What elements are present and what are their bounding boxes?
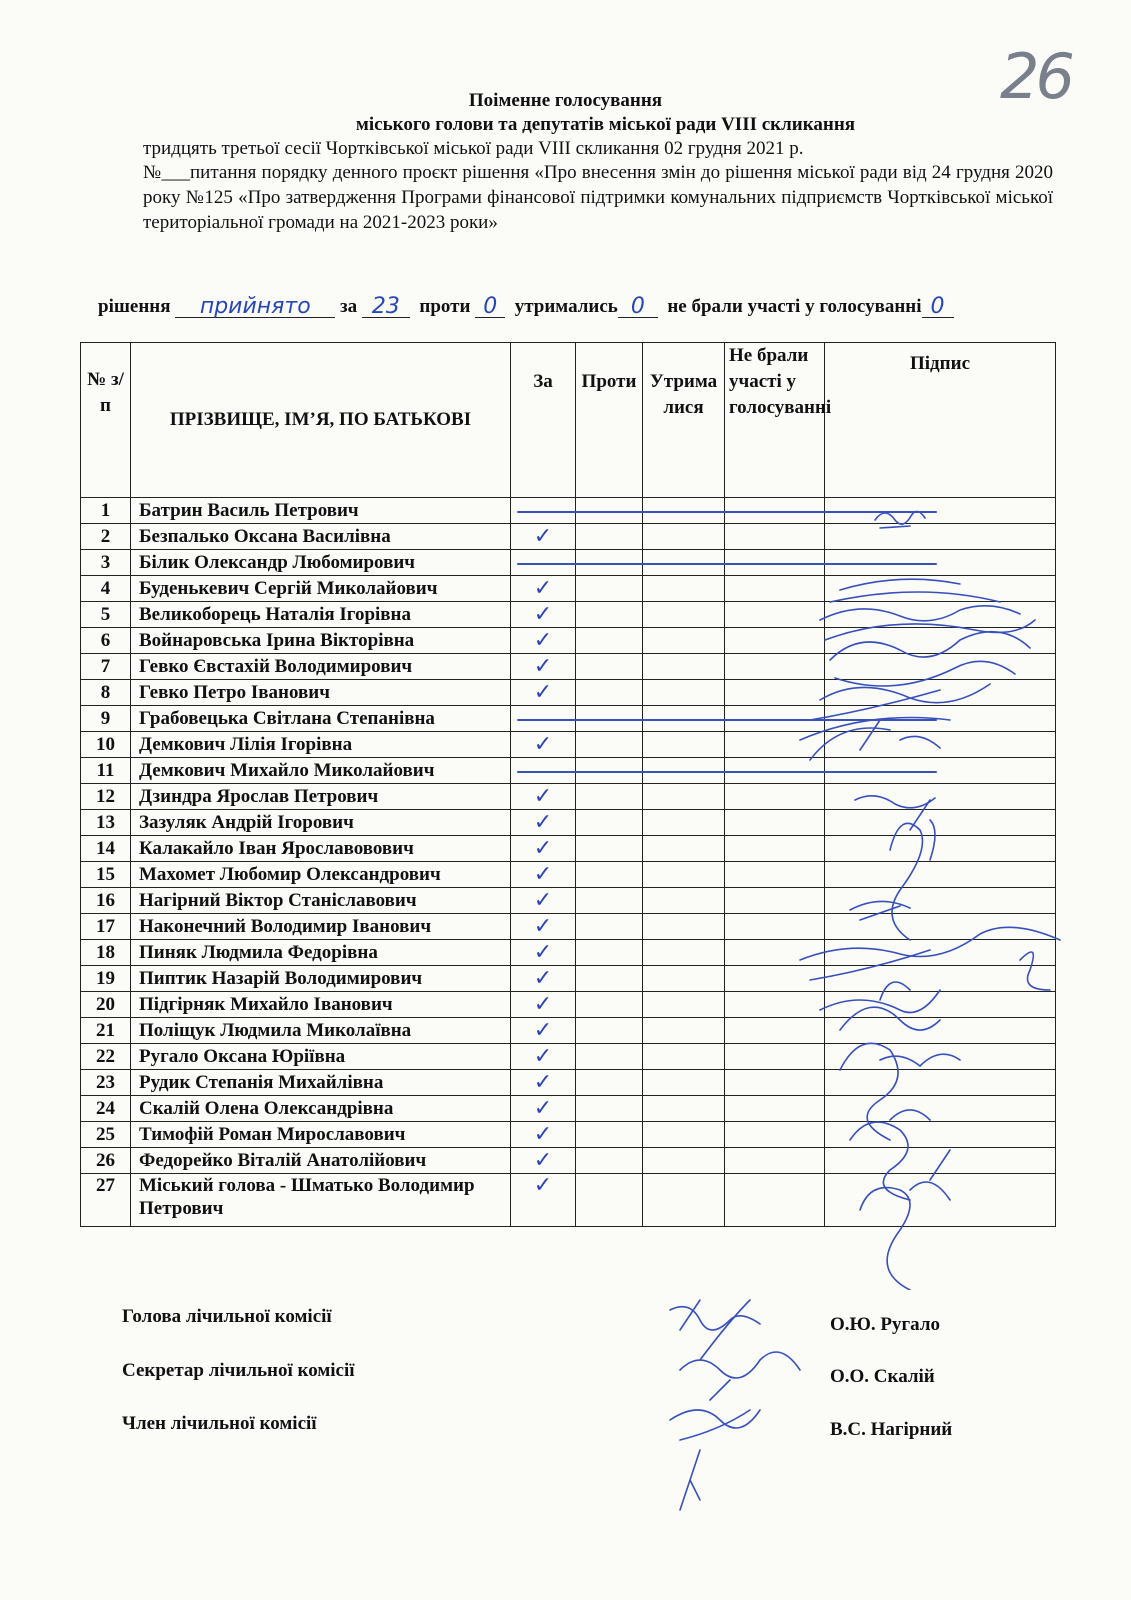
cell-name: Нагірний Віктор Станіславович (131, 888, 511, 914)
cell-name: Федорейко Віталій Анатолійович (131, 1148, 511, 1174)
vote-check-icon: ✓ (533, 1096, 553, 1121)
cell-for (511, 1122, 576, 1148)
cell-for (511, 1096, 576, 1122)
cell-against (576, 992, 643, 1018)
cell-abstained (643, 810, 725, 836)
cell-for (511, 810, 576, 836)
cell-for (511, 1018, 576, 1044)
cell-against (576, 680, 643, 706)
cell-num: 11 (81, 758, 131, 784)
cell-abstained (643, 602, 725, 628)
for-label: за (340, 296, 358, 317)
cell-against (576, 628, 643, 654)
cell-for (511, 602, 576, 628)
cell-abstained (643, 862, 725, 888)
cell-for (511, 524, 576, 550)
not-voted-label: не брали участі у голосуванні (667, 296, 922, 317)
cell-num: 2 (81, 524, 131, 550)
cell-for (511, 1174, 576, 1227)
vote-check-icon: ✓ (533, 940, 553, 965)
vote-check-icon: ✓ (533, 576, 553, 601)
cell-against (576, 914, 643, 940)
vote-check-icon: ✓ (533, 784, 553, 809)
cell-for (511, 1044, 576, 1070)
cell-for (511, 862, 576, 888)
cell-against (576, 1044, 643, 1070)
cell-num: 19 (81, 966, 131, 992)
cell-against (576, 810, 643, 836)
decision-summary (98, 296, 1058, 318)
cell-name: Демкович Лілія Ігорівна (131, 732, 511, 758)
vote-check-icon: ✓ (533, 1070, 553, 1095)
cell-against (576, 1148, 643, 1174)
abstained-label: утримались (514, 296, 618, 317)
cell-num: 27 (81, 1174, 131, 1227)
cell-for (511, 1148, 576, 1174)
decision-label: рішення (98, 296, 171, 317)
cell-abstained (643, 992, 725, 1018)
cell-num: 12 (81, 784, 131, 810)
cell-abstained (643, 654, 725, 680)
cell-against (576, 732, 643, 758)
cell-against (576, 602, 643, 628)
cell-name: Підгірняк Михайло Іванович (131, 992, 511, 1018)
member-name: В.С. Нагірний (830, 1419, 953, 1440)
header-num: № з/п (81, 343, 131, 498)
cell-abstained (643, 576, 725, 602)
cell-against (576, 1174, 643, 1227)
table-header (81, 343, 1056, 498)
cell-against (576, 1096, 643, 1122)
vote-check-icon: ✓ (533, 628, 553, 653)
absent-strike-line (517, 511, 937, 513)
decision-result: прийнято (175, 297, 335, 318)
cell-name: Пиняк Людмила Федорівна (131, 940, 511, 966)
vote-check-icon: ✓ (533, 680, 553, 705)
vote-check-icon: ✓ (533, 888, 553, 913)
cell-num: 26 (81, 1148, 131, 1174)
cell-for (511, 836, 576, 862)
absent-strike-line (517, 563, 937, 565)
cell-num: 10 (81, 732, 131, 758)
cell-abstained (643, 1018, 725, 1044)
secretary-label: Секретар лічильної комісії (122, 1360, 355, 1381)
cell-abstained (643, 680, 725, 706)
document-subtitle: міського голови та депутатів міської ради VIII скликання (355, 114, 856, 135)
cell-num: 15 (81, 862, 131, 888)
vote-check-icon: ✓ (533, 810, 553, 835)
vote-check-icon: ✓ (533, 524, 553, 549)
cell-abstained (643, 914, 725, 940)
cell-num: 6 (81, 628, 131, 654)
cell-against (576, 862, 643, 888)
not-voted-count: 0 (922, 297, 954, 318)
session-line: тридцять третьої сесії Чортківської міської ради VIII скликання 02 грудня 2021 р. (143, 138, 804, 159)
vote-check-icon: ✓ (533, 654, 553, 679)
cell-against (576, 836, 643, 862)
cell-name: Калакайло Іван Ярославовович (131, 836, 511, 862)
cell-num: 5 (81, 602, 131, 628)
cell-num: 25 (81, 1122, 131, 1148)
cell-for (511, 992, 576, 1018)
cell-for (511, 732, 576, 758)
cell-abstained (643, 628, 725, 654)
chair-name: О.Ю. Ругало (830, 1314, 940, 1335)
vote-check-icon: ✓ (533, 1018, 553, 1043)
cell-against (576, 1122, 643, 1148)
cell-abstained (643, 966, 725, 992)
cell-num: 20 (81, 992, 131, 1018)
cell-abstained (643, 888, 725, 914)
vote-check-icon: ✓ (533, 836, 553, 861)
cell-for (511, 784, 576, 810)
cell-name: Наконечний Володимир Іванович (131, 914, 511, 940)
vote-check-icon: ✓ (533, 732, 553, 757)
cell-for (511, 680, 576, 706)
cell-name: Зазуляк Андрій Ігорович (131, 810, 511, 836)
cell-for (511, 1070, 576, 1096)
cell-name: Буденькевич Сергій Миколайович (131, 576, 511, 602)
cell-abstained (643, 732, 725, 758)
vote-check-icon: ✓ (533, 992, 553, 1017)
cell-abstained (643, 836, 725, 862)
cell-num: 22 (81, 1044, 131, 1070)
document-title: Поіменне голосування (468, 90, 663, 111)
vote-check-icon: ✓ (533, 862, 553, 887)
cell-num: 14 (81, 836, 131, 862)
vote-check-icon: ✓ (533, 966, 553, 991)
cell-name: Білик Олександр Любомирович (131, 550, 511, 576)
cell-against (576, 1018, 643, 1044)
cell-abstained (643, 1070, 725, 1096)
cell-against (576, 524, 643, 550)
cell-name: Демкович Михайло Миколайович (131, 758, 511, 784)
cell-name: Тимофій Роман Мирославович (131, 1122, 511, 1148)
cell-against (576, 784, 643, 810)
cell-name: Безпалько Оксана Василівна (131, 524, 511, 550)
vote-check-icon: ✓ (533, 1044, 553, 1069)
header-not-voted: Не брали участі у голосуванні (725, 343, 825, 498)
vote-check-icon: ✓ (533, 1173, 553, 1198)
cell-num: 13 (81, 810, 131, 836)
cell-name: Дзиндра Ярослав Петрович (131, 784, 511, 810)
cell-name: Гевко Євстахій Володимирович (131, 654, 511, 680)
cell-for (511, 966, 576, 992)
cell-abstained (643, 1096, 725, 1122)
cell-num: 18 (81, 940, 131, 966)
page-number: 26 (1000, 40, 1071, 113)
cell-for (511, 654, 576, 680)
cell-num: 1 (81, 498, 131, 524)
cell-name: Великоборець Наталія Ігорівна (131, 602, 511, 628)
cell-name: Батрин Василь Петрович (131, 498, 511, 524)
cell-name: Пиптик Назарій Володимирович (131, 966, 511, 992)
cell-name: Грабовецька Світлана Степанівна (131, 706, 511, 732)
cell-num: 7 (81, 654, 131, 680)
cell-num: 3 (81, 550, 131, 576)
cell-name: Міський голова - Шматько Володимир Петрович (131, 1174, 511, 1227)
cell-num: 17 (81, 914, 131, 940)
cell-for (511, 914, 576, 940)
cell-name: Ругало Оксана Юріївна (131, 1044, 511, 1070)
agenda-item: №___питання порядку денного проєкт рішення «Про внесення змін до рішення міської ради від 24 грудня 2020 року №125 «Про затвердження Програми фінансової підтримки комунальних підприємств Чортківської міської територіальної громади на 2021-2023 роки» (143, 162, 1053, 233)
member-label: Член лічильної комісії (122, 1413, 317, 1434)
signatures-scribble (780, 490, 1080, 1290)
cell-for (511, 940, 576, 966)
cell-against (576, 940, 643, 966)
cell-num: 21 (81, 1018, 131, 1044)
header-for: За (511, 343, 576, 498)
cell-against (576, 888, 643, 914)
cell-for (511, 888, 576, 914)
cell-name: Поліщук Людмила Миколаївна (131, 1018, 511, 1044)
cell-for (511, 628, 576, 654)
cell-name: Скалій Олена Олександрівна (131, 1096, 511, 1122)
cell-abstained (643, 1122, 725, 1148)
cell-abstained (643, 524, 725, 550)
cell-abstained (643, 784, 725, 810)
cell-name: Рудик Степанія Михайлівна (131, 1070, 511, 1096)
cell-name: Гевко Петро Іванович (131, 680, 511, 706)
cell-num: 24 (81, 1096, 131, 1122)
cell-against (576, 1070, 643, 1096)
for-count: 23 (362, 297, 410, 318)
cell-name: Войнаровська Ірина Вікторівна (131, 628, 511, 654)
secretary-name: О.О. Скалій (830, 1366, 935, 1387)
cell-name: Махомет Любомир Олександрович (131, 862, 511, 888)
header-name: ПРІЗВИЩЕ, ІМ’Я, ПО БАТЬКОВІ (131, 343, 511, 498)
cell-abstained (643, 1174, 725, 1227)
cell-abstained (643, 1148, 725, 1174)
cell-against (576, 966, 643, 992)
cell-against (576, 654, 643, 680)
header-signature: Підпис (825, 343, 1056, 498)
cell-for (511, 576, 576, 602)
cell-abstained (643, 1044, 725, 1070)
against-label: проти (419, 296, 471, 317)
header-against: Проти (576, 343, 643, 498)
cell-num: 9 (81, 706, 131, 732)
vote-check-icon: ✓ (533, 602, 553, 627)
cell-num: 16 (81, 888, 131, 914)
vote-check-icon: ✓ (533, 1148, 553, 1173)
cell-num: 4 (81, 576, 131, 602)
abstained-count: 0 (618, 297, 658, 318)
commission-signatures (640, 1290, 830, 1520)
absent-strike-line (517, 719, 937, 721)
against-count: 0 (475, 297, 505, 318)
chair-label: Голова лічильної комісії (122, 1306, 332, 1327)
cell-num: 8 (81, 680, 131, 706)
cell-abstained (643, 940, 725, 966)
absent-strike-line (517, 771, 937, 773)
cell-against (576, 576, 643, 602)
cell-num: 23 (81, 1070, 131, 1096)
vote-check-icon: ✓ (533, 1122, 553, 1147)
header-abstained: Утрималися (643, 343, 725, 498)
vote-check-icon: ✓ (533, 914, 553, 939)
